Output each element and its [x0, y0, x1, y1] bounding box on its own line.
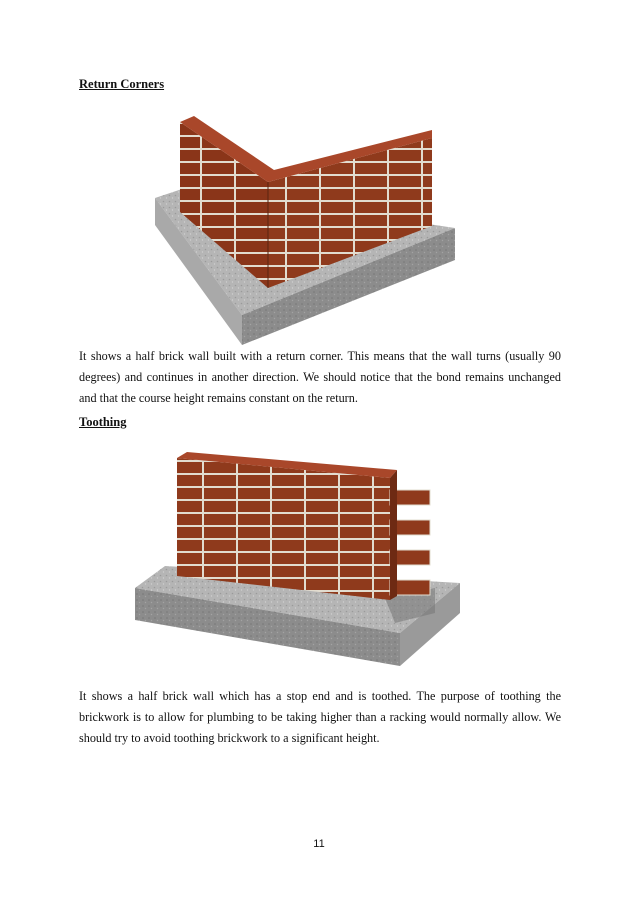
toothing-paragraph: It shows a half brick wall which has a stop end and is toothed. The purpose of toothing the brickwork is to allow for plumbing to be taking higher than a racking would normally allow. We should try to avoid toothing brickwork to a significant height. [79, 689, 561, 745]
return-corner-wall-illustration [150, 110, 470, 350]
page-number: 11 [313, 838, 325, 850]
toothing-wall-illustration [135, 448, 465, 673]
brick-wall-front-face [177, 458, 390, 600]
heading-return-corners: Return Corners [79, 77, 165, 91]
return-corners-paragraph: It shows a half brick wall built with a return corner. This means that the wall turns (usually 90 degrees) and continues in another direction. We should notice that the bond remains unchanged and that the course height remains constant on the return. [79, 349, 561, 405]
heading-toothing: Toothing [79, 415, 127, 429]
